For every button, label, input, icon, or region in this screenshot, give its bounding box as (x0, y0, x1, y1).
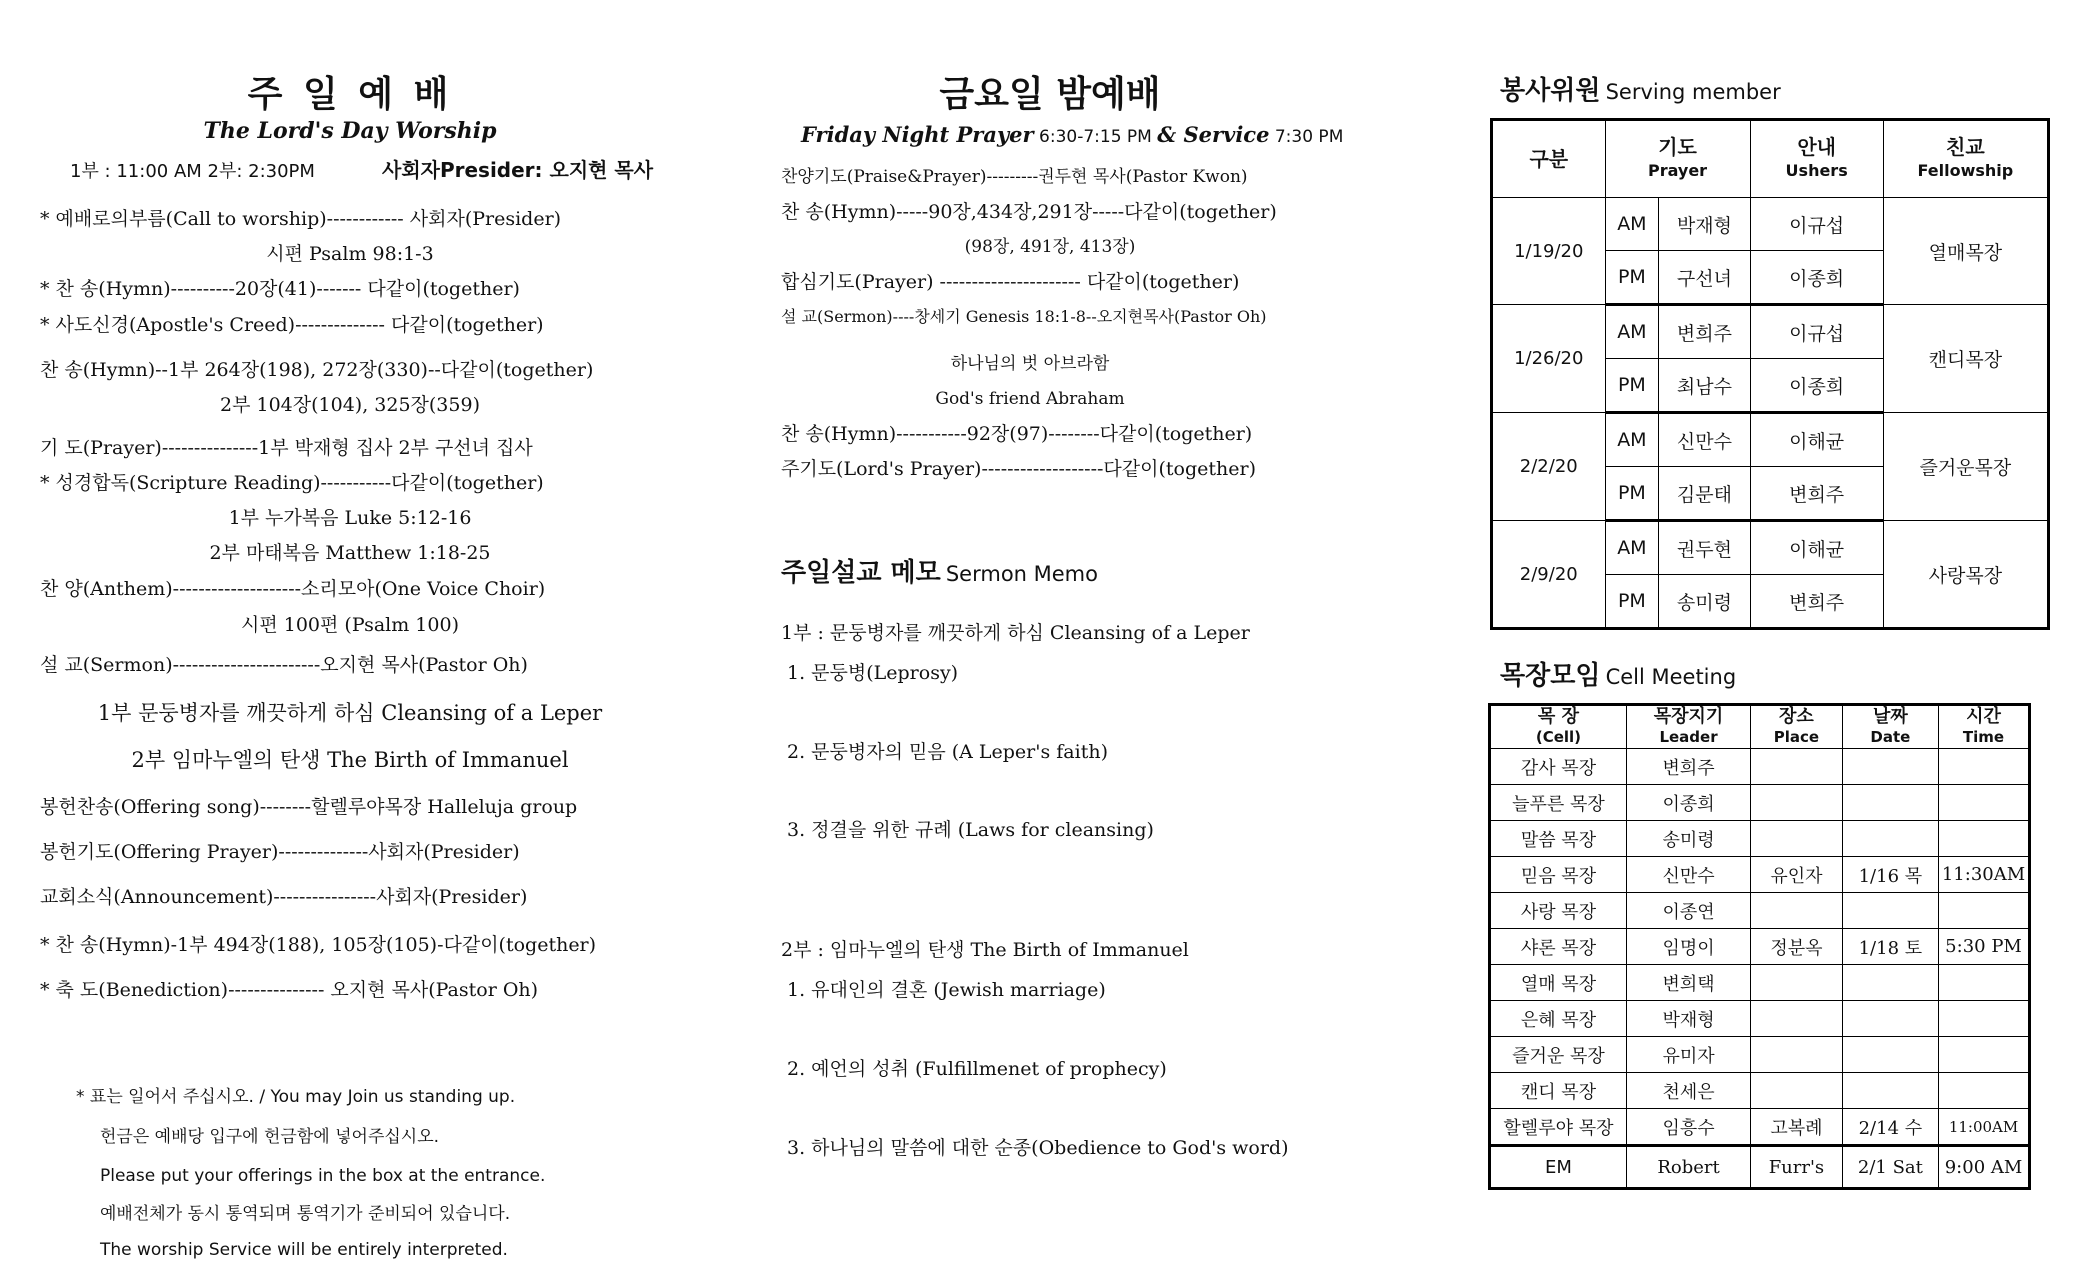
note-interpret-ko: 예배전체가 동시 통역되며 통역기가 준비되어 있습니다. (100, 1204, 511, 1224)
cell-date (1842, 1037, 1938, 1073)
cell-name: 늘푸른 목장 (1490, 785, 1627, 821)
serving-usher: 이종희 (1750, 359, 1883, 413)
sermon-memo-heading (781, 552, 1098, 589)
order-item: 시편 100편 (Psalm 100) (241, 614, 459, 636)
sermon-title-part2: 2부 임마누엘의 탄생 The Birth of Immanuel (131, 748, 569, 772)
serving-fellowship: 열매목장 (1883, 198, 2048, 305)
serving-prayer: 신만수 (1659, 413, 1750, 467)
serving-prayer: 변희주 (1659, 305, 1750, 359)
memo-point: 3. 하나님의 말씀에 대한 순종(Obedience to God's word) (787, 1137, 1289, 1159)
cell-leader: 이종희 (1626, 785, 1750, 821)
serving-row (1492, 413, 2049, 467)
cell-leader: 임흥수 (1626, 1109, 1750, 1146)
friday-item: 합심기도(Prayer) ---------------------- 다같이(together) (781, 271, 1240, 293)
cell-row (1490, 1146, 2030, 1189)
cell-time (1939, 893, 2030, 929)
serving-usher: 이해균 (1750, 521, 1883, 575)
serving-slot: PM (1605, 359, 1659, 413)
note-interpret-en: The worship Service will be entirely interpreted. (100, 1240, 508, 1260)
serving-prayer: 최남수 (1659, 359, 1750, 413)
order-item: 2부 마태복음 Matthew 1:18-25 (209, 542, 491, 564)
cell-place: 유인자 (1751, 857, 1843, 893)
order-item: * 찬 송(Hymn)----------20장(41)------- 다같이(together) (40, 278, 520, 300)
cell-place (1751, 1001, 1843, 1037)
friday-sermon-title-ko: 하나님의 벗 아브라함 (950, 354, 1110, 374)
memo-point: 1. 문둥병(Leprosy) (787, 662, 959, 684)
cell-heading-ko: 목장모임 (1500, 661, 1601, 691)
serving-fellowship: 캔디목장 (1883, 305, 2048, 413)
serving-prayer: 송미령 (1659, 575, 1750, 629)
order-item: 2부 104장(104), 325장(359) (220, 394, 480, 416)
cell-name: 은혜 목장 (1490, 1001, 1627, 1037)
serving-slot: PM (1605, 575, 1659, 629)
cell-time (1939, 785, 2030, 821)
cell-date (1842, 749, 1938, 785)
cell-date (1842, 785, 1938, 821)
sunday-presider: 사회자Presider: 오지현 목사 (382, 158, 654, 182)
order-item: 봉헌찬송(Offering song)--------할렐루야목장 Halleluja group (40, 796, 578, 818)
order-item: * 예배로의부름(Call to worship)------------ 사회자(Presider) (40, 208, 562, 230)
cell-leader: 임명이 (1626, 929, 1750, 965)
serving-row (1492, 305, 2049, 359)
friday-sermon-title-en: God's friend Abraham (935, 389, 1125, 409)
cell-row (1490, 893, 2030, 929)
cell-name: 샤론 목장 (1490, 929, 1627, 965)
cell-table (1488, 703, 2031, 1190)
serving-date: 2/9/20 (1492, 521, 1606, 629)
cell-time (1939, 821, 2030, 857)
cell-leader: Robert (1626, 1146, 1750, 1189)
col-prayer: 기도 Prayer (1605, 120, 1750, 198)
serving-date: 1/19/20 (1492, 198, 1606, 305)
cell-date: 2/1 Sat (1842, 1146, 1938, 1189)
serving-header-row (1492, 120, 2049, 198)
friday-time-prayer: 6:30-7:15 PM (1033, 127, 1158, 147)
serving-date: 2/2/20 (1492, 413, 1606, 521)
serving-date: 1/26/20 (1492, 305, 1606, 413)
serving-usher: 이해균 (1750, 413, 1883, 467)
cell-name: 사랑 목장 (1490, 893, 1627, 929)
cell-date (1842, 1001, 1938, 1037)
order-item: 찬 양(Anthem)--------------------소리모아(One Voice Choir) (40, 578, 546, 600)
sunday-title: 주 일 예 배 (247, 74, 453, 115)
cell-header-row (1490, 705, 2030, 749)
cell-time (1939, 1073, 2030, 1109)
cell-date (1842, 1073, 1938, 1109)
cell-row (1490, 1073, 2030, 1109)
serving-prayer: 권두현 (1659, 521, 1750, 575)
cell-time: 11:00AM (1939, 1109, 2030, 1146)
cell-row (1490, 857, 2030, 893)
memo-point: 2. 문둥병자의 믿음 (A Leper's faith) (787, 741, 1108, 763)
cell-leader: 박재형 (1626, 1001, 1750, 1037)
cell-place (1751, 893, 1843, 929)
note-offering-en: Please put your offerings in the box at the entrance. (100, 1166, 546, 1186)
col-ushers: 안내 Ushers (1750, 120, 1883, 198)
serving-prayer: 김문태 (1659, 467, 1750, 521)
friday-title: 금요일 밤예배 (939, 74, 1161, 115)
cell-name: EM (1490, 1146, 1627, 1189)
order-item: 기 도(Prayer)---------------1부 박재형 집사 2부 구선녀 집사 (40, 437, 533, 459)
order-item: 교회소식(Announcement)----------------사회자(Presider) (40, 886, 528, 908)
col-place: 장소 Place (1751, 705, 1843, 749)
order-item: * 축 도(Benediction)--------------- 오지현 목사(Pastor Oh) (40, 979, 539, 1001)
cell-date (1842, 821, 1938, 857)
order-item: 설 교(Sermon)-----------------------오지현 목사(Pastor Oh) (40, 654, 528, 676)
friday-subtitle-service: & Service (1157, 122, 1270, 147)
cell-row (1490, 785, 2030, 821)
serving-slot: PM (1605, 251, 1659, 305)
friday-item: 찬양기도(Praise&Prayer)---------권두현 목사(Pastor Kwon) (781, 167, 1248, 187)
note-offering-ko: 헌금은 예배당 입구에 헌금함에 넣어주십시오. (100, 1127, 440, 1147)
cell-time: 11:30AM (1939, 857, 2030, 893)
serving-slot: AM (1605, 521, 1659, 575)
serving-row (1492, 198, 2049, 251)
serving-usher: 변희주 (1750, 467, 1883, 521)
memo-point: 3. 정결을 위한 규례 (Laws for cleansing) (787, 819, 1154, 841)
cell-leader: 변희주 (1626, 749, 1750, 785)
cell-date (1842, 893, 1938, 929)
serving-usher: 이규섭 (1750, 305, 1883, 359)
cell-leader: 변희택 (1626, 965, 1750, 1001)
cell-heading-en: Cell Meeting (1605, 665, 1737, 689)
order-item: * 사도신경(Apostle's Creed)-------------- 다같이(together) (40, 314, 544, 336)
memo-part1-title: 1부 : 문둥병자를 깨끗하게 하심 Cleansing of a Leper (781, 622, 1250, 644)
cell-time: 5:30 PM (1939, 929, 2030, 965)
order-item: 봉헌기도(Offering Prayer)--------------사회자(Presider) (40, 841, 520, 863)
cell-time: 9:00 AM (1939, 1146, 2030, 1189)
col-time: 시간 Time (1939, 705, 2030, 749)
cell-name: 말씀 목장 (1490, 821, 1627, 857)
cell-place: 정분옥 (1751, 929, 1843, 965)
sermon-title-part1: 1부 문둥병자를 깨끗하게 하심 Cleansing of a Leper (97, 701, 603, 725)
cell-leader: 이종연 (1626, 893, 1750, 929)
cell-place (1751, 749, 1843, 785)
cell-name: 캔디 목장 (1490, 1073, 1627, 1109)
cell-place (1751, 1037, 1843, 1073)
serving-heading-en: Serving member (1605, 80, 1781, 104)
memo-point: 2. 예언의 성취 (Fulfillmenet of prophecy) (787, 1058, 1167, 1080)
friday-time-service: 7:30 PM (1269, 127, 1344, 147)
serving-usher: 변희주 (1750, 575, 1883, 629)
cell-leader: 송미령 (1626, 821, 1750, 857)
note-standing: * 표는 일어서 주십시오. / You may Join us standing up. (76, 1087, 516, 1107)
cell-place: 고복례 (1751, 1109, 1843, 1146)
memo-part2-title: 2부 : 임마누엘의 탄생 The Birth of Immanuel (781, 939, 1189, 961)
cell-place (1751, 965, 1843, 1001)
sunday-subtitle: The Lord's Day Worship (203, 118, 497, 144)
col-leader: 목장지기 Leader (1626, 705, 1750, 749)
cell-place: Furr's (1751, 1146, 1843, 1189)
order-item: * 찬 송(Hymn)-1부 494장(188), 105장(105)-다같이(together) (40, 934, 597, 956)
serving-heading-ko: 봉사위원 (1500, 76, 1601, 106)
friday-item: 주기도(Lord's Prayer)-------------------다같이(together) (781, 458, 1257, 480)
serving-heading (1500, 70, 1781, 107)
cell-place (1751, 785, 1843, 821)
order-item: 시편 Psalm 98:1-3 (266, 243, 434, 265)
cell-leader: 신만수 (1626, 857, 1750, 893)
cell-leader: 천세은 (1626, 1073, 1750, 1109)
serving-fellowship: 사랑목장 (1883, 521, 2048, 629)
cell-row (1490, 965, 2030, 1001)
friday-item: (98장, 491장, 413장) (964, 237, 1136, 257)
serving-usher: 이규섭 (1750, 198, 1883, 251)
cell-row (1490, 1037, 2030, 1073)
cell-heading (1500, 655, 1736, 692)
serving-slot: AM (1605, 305, 1659, 359)
cell-time (1939, 749, 2030, 785)
serving-fellowship: 즐거운목장 (1883, 413, 2048, 521)
col-fellowship: 친교 Fellowship (1883, 120, 2048, 198)
cell-name: 할렐루야 목장 (1490, 1109, 1627, 1146)
cell-row (1490, 1109, 2030, 1146)
serving-row (1492, 521, 2049, 575)
serving-slot: AM (1605, 198, 1659, 251)
cell-date: 1/18 토 (1842, 929, 1938, 965)
serving-table (1490, 118, 2050, 630)
serving-slot: AM (1605, 413, 1659, 467)
friday-item: 설 교(Sermon)----창세기 Genesis 18:1-8--오지현목사(Pastor Oh) (781, 307, 1267, 326)
serving-prayer: 박재형 (1659, 198, 1750, 251)
cell-date: 1/16 목 (1842, 857, 1938, 893)
cell-name: 감사 목장 (1490, 749, 1627, 785)
col-date: 날짜 Date (1842, 705, 1938, 749)
friday-item: 찬 송(Hymn)-----90장,434장,291장-----다같이(together) (781, 201, 1277, 223)
friday-subtitle-prayer: Friday Night Prayer (801, 122, 1034, 147)
cell-row (1490, 821, 2030, 857)
cell-date (1842, 965, 1938, 1001)
col-category: 구분 (1492, 120, 1606, 198)
order-item: * 성경합독(Scripture Reading)-----------다같이(together) (40, 472, 544, 494)
cell-row (1490, 1001, 2030, 1037)
cell-row (1490, 929, 2030, 965)
cell-place (1751, 1073, 1843, 1109)
cell-time (1939, 1001, 2030, 1037)
cell-name: 즐거운 목장 (1490, 1037, 1627, 1073)
cell-name: 믿음 목장 (1490, 857, 1627, 893)
sermon-memo-heading-ko: 주일설교 메모 (781, 558, 941, 588)
cell-place (1751, 821, 1843, 857)
friday-subtitle (801, 122, 1343, 147)
sermon-memo-heading-en: Sermon Memo (945, 562, 1098, 586)
order-item: 1부 누가복음 Luke 5:12-16 (228, 507, 472, 529)
cell-date: 2/14 수 (1842, 1109, 1938, 1146)
cell-time (1939, 1037, 2030, 1073)
col-cell: 목 장 (Cell) (1490, 705, 1627, 749)
cell-time (1939, 965, 2030, 1001)
friday-item: 찬 송(Hymn)-----------92장(97)--------다같이(together) (781, 423, 1253, 445)
order-item: 찬 송(Hymn)--1부 264장(198), 272장(330)--다같이(together) (40, 359, 594, 381)
serving-usher: 이종희 (1750, 251, 1883, 305)
serving-slot: PM (1605, 467, 1659, 521)
cell-row (1490, 749, 2030, 785)
cell-leader: 유미자 (1626, 1037, 1750, 1073)
serving-prayer: 구선녀 (1659, 251, 1750, 305)
sunday-times: 1부 : 11:00 AM 2부: 2:30PM (70, 161, 315, 182)
cell-name: 열매 목장 (1490, 965, 1627, 1001)
memo-point: 1. 유대인의 결혼 (Jewish marriage) (787, 979, 1106, 1001)
